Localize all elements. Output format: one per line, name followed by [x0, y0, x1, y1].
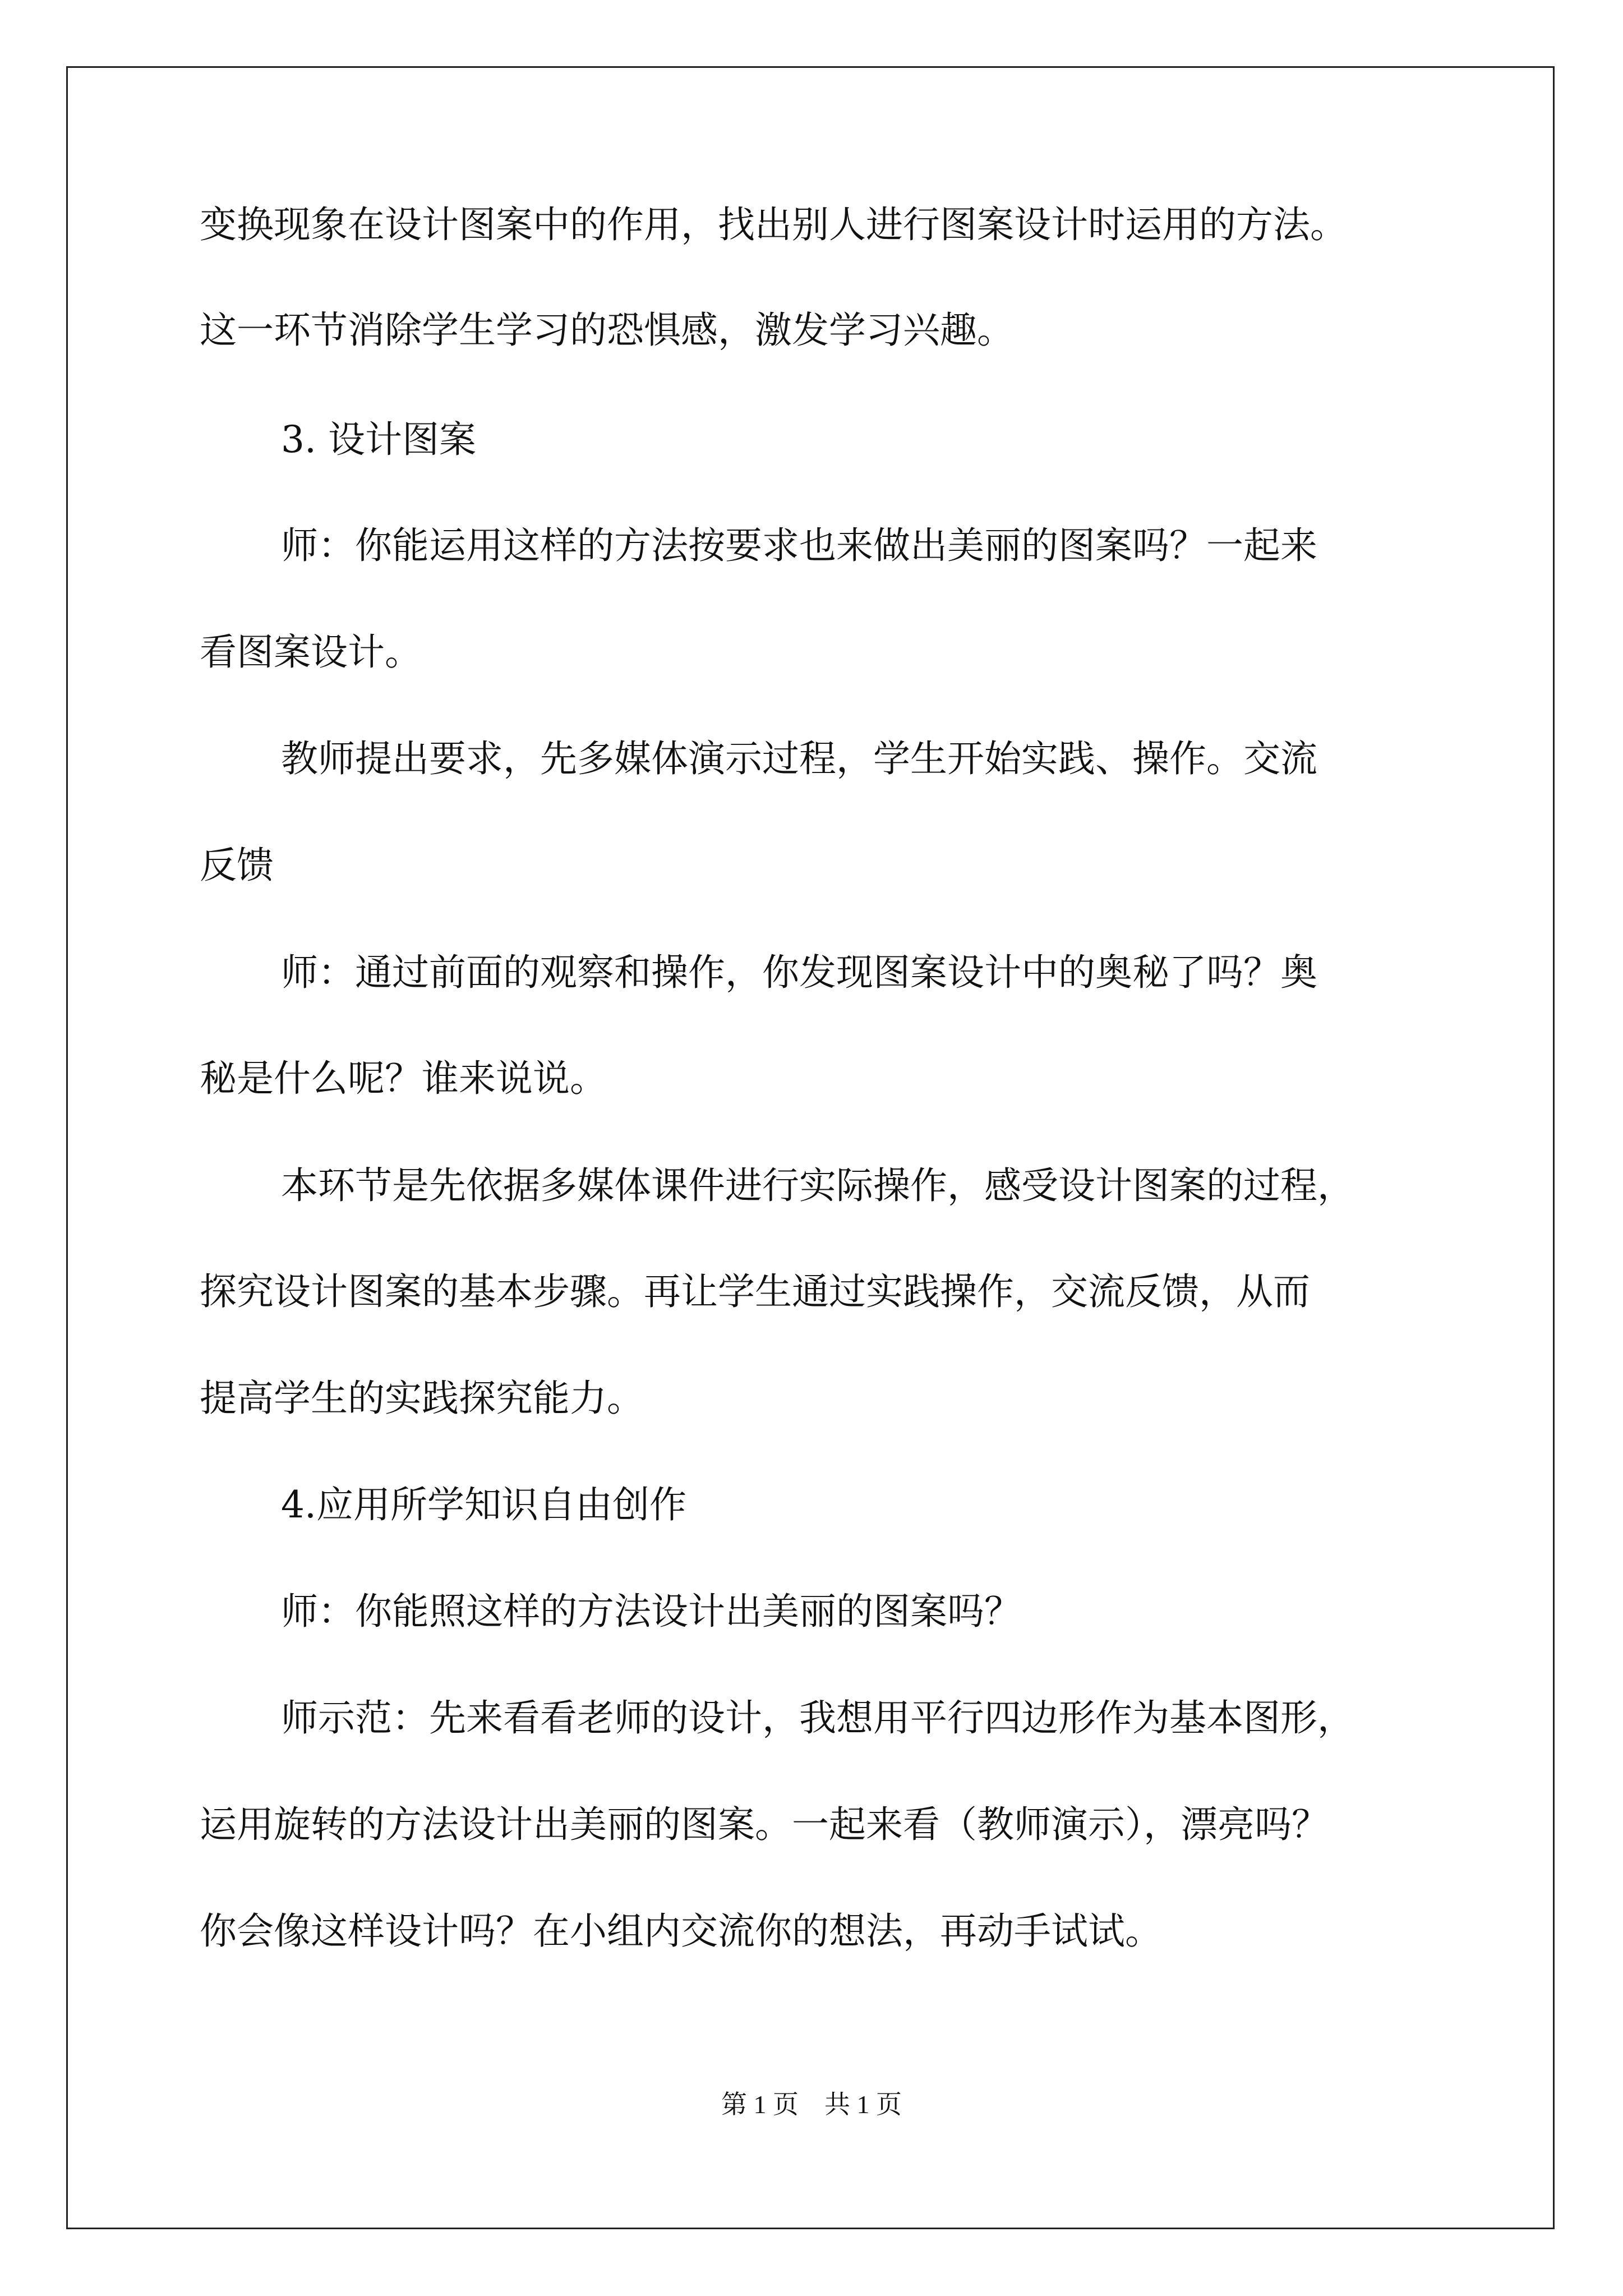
- text-line: 探究设计图案的基本步骤。再让学生通过实践操作，交流反馈，从而: [200, 1270, 1310, 1313]
- text-line: 秘是什么呢？谁来说说。: [200, 1057, 607, 1100]
- page-number-footer: 第 1 页 共 1 页: [721, 2090, 902, 2119]
- text-line: 师：你能运用这样的方法按要求也来做出美丽的图案吗？一起来: [281, 524, 1317, 567]
- text-line: 你会像这样设计吗？在小组内交流你的想法，再动手试试。: [200, 1910, 1162, 1953]
- section-heading: 4.应用所学知识自由创作: [281, 1483, 686, 1526]
- text-line: 师示范：先来看看老师的设计，我想用平行四边形作为基本图形，: [281, 1696, 1354, 1740]
- text-line: 师：通过前面的观察和操作，你发现图案设计中的奥秘了吗？奥: [281, 951, 1317, 994]
- text-line: 看图案设计。: [200, 631, 422, 674]
- text-line: 这一环节消除学生学习的恐惧感，激发学习兴趣。: [200, 309, 1014, 352]
- page-border: [66, 66, 1555, 2229]
- text-line: 运用旋转的方法设计出美丽的图案。一起来看（教师演示），漂亮吗？: [200, 1803, 1329, 1846]
- text-line: 变换现象在设计图案中的作用，找出别人进行图案设计时运用的方法。: [200, 203, 1347, 246]
- text-line: 提高学生的实践探究能力。: [200, 1377, 644, 1420]
- text-line: 反馈: [200, 844, 274, 887]
- text-line: 本环节是先依据多媒体课件进行实际操作，感受设计图案的过程，: [281, 1164, 1354, 1207]
- text-line: 师：你能照这样的方法设计出美丽的图案吗？: [281, 1590, 1021, 1633]
- section-heading: 3. 设计图案: [281, 418, 476, 461]
- text-line: 教师提出要求，先多媒体演示过程，学生开始实践、操作。交流: [281, 737, 1317, 780]
